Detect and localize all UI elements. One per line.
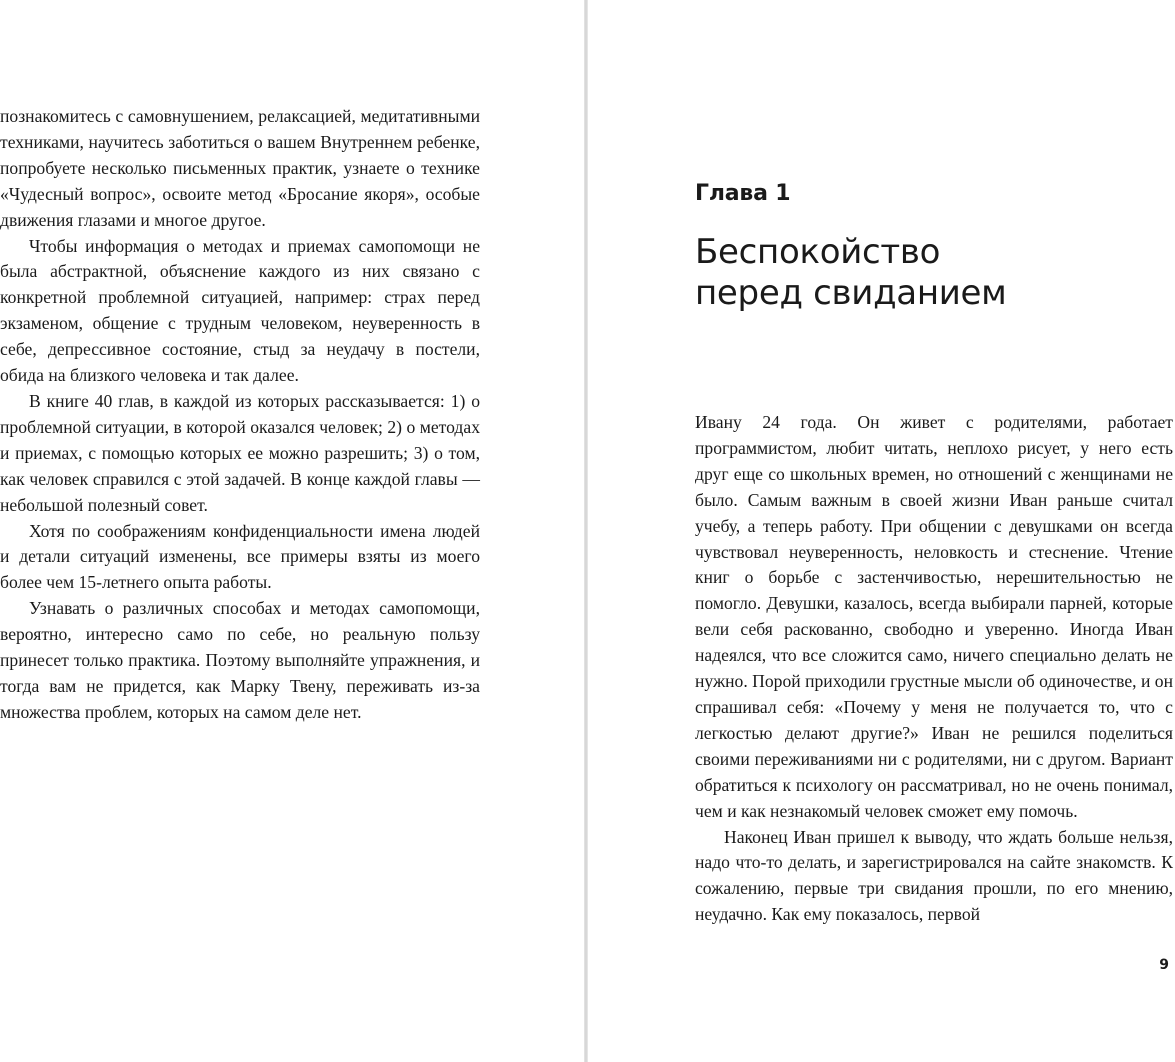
chapter-title-line: Беспокойство [695, 232, 941, 272]
chapter-title-line: перед свиданием [695, 273, 1007, 313]
right-page-text [695, 410, 1173, 928]
paragraph: Наконец Иван пришел к выводу, что ждать больше нельзя, надо что-то делать, и зарегистрировался на сайте знакомств. К сожалению, первые три свидания прошли, по его мнению, неудачно. Как ему показалось, первой [695, 826, 1173, 925]
right-page [695, 0, 1173, 1062]
left-page-text [0, 104, 480, 726]
page-gutter [584, 0, 588, 1062]
paragraph: Хотя по соображениям конфиденциальности имена людей и детали ситуаций изменены, все примеры взяты из моего более чем 15-летнего опыта работы. [0, 520, 480, 593]
chapter-title [695, 232, 1173, 314]
paragraph: В книге 40 глав, в каждой из которых рассказывается: 1) о проблемной ситуации, в которой оказался человек; 2) о методах и приемах, с помощью которых ее можно разрешить; 3) о том, как человек справился с этой задачей. В конце каждой главы — небольшой полезный совет. [0, 390, 480, 515]
paragraph: Узнавать о различных способах и методах самопомощи, вероятно, интересно само по себе, но реальную пользу принесет только практика. Поэтому выполняйте упражнения, и тогда вам не придется, как Марку Твену, переживать из-за множества проблем, которых на самом деле нет. [0, 598, 480, 722]
paragraph: Ивану 24 года. Он живет с родителями, работает программистом, любит читать, неплохо рисует, у него есть друг еще со школьных времен, но отношений с женщинами не было. Самым важным в своей жизни Иван раньше считал учебу, а теперь работу. При общении с девушками он всегда чувствовал неуверенность, неловкость и стеснение. Чтение книг о борьбе с застенчивостью, нерешительностью не помогло. Девушки, казалось, всегда выбирали парней, которые вели себя раскованно, свободно и уверенно. Иногда Иван надеялся, что все сложится само, ничего специально делать не нужно. Порой приходили грустные мысли об одиночестве, и он спрашивал себя: «Почему у меня не получается то, что с легкостью делают другие?» Иван не решился поделиться своими переживаниями ни с родителями, ни с другом. Вариант обратиться к психологу он рассматривал, но не очень понимал, чем и как незнакомый человек сможет ему помочь. [695, 412, 1173, 821]
page-number: 9 [1159, 957, 1169, 973]
paragraph: познакомитесь с самовнушением, релаксацией, медитативными техниками, научитесь заботиться о вашем Внутреннем ребенке, попробуете несколько письменных практик, узнаете о технике «Чудесный вопрос», освоите метод «Бросание якоря», особые движения глазами и многое другое. [0, 106, 480, 230]
paragraph: Чтобы информация о методах и приемах самопомощи не была абстрактной, объяснение каждого из них связано с конкретной проблемной ситуацией, например: страх перед экзаменом, общение с трудным человеком, неуверенность в себе, депрессивное состояние, стыд за неудачу в постели, обида на близкого человека и так далее. [0, 235, 480, 386]
chapter-label: Глава 1 [695, 181, 791, 206]
